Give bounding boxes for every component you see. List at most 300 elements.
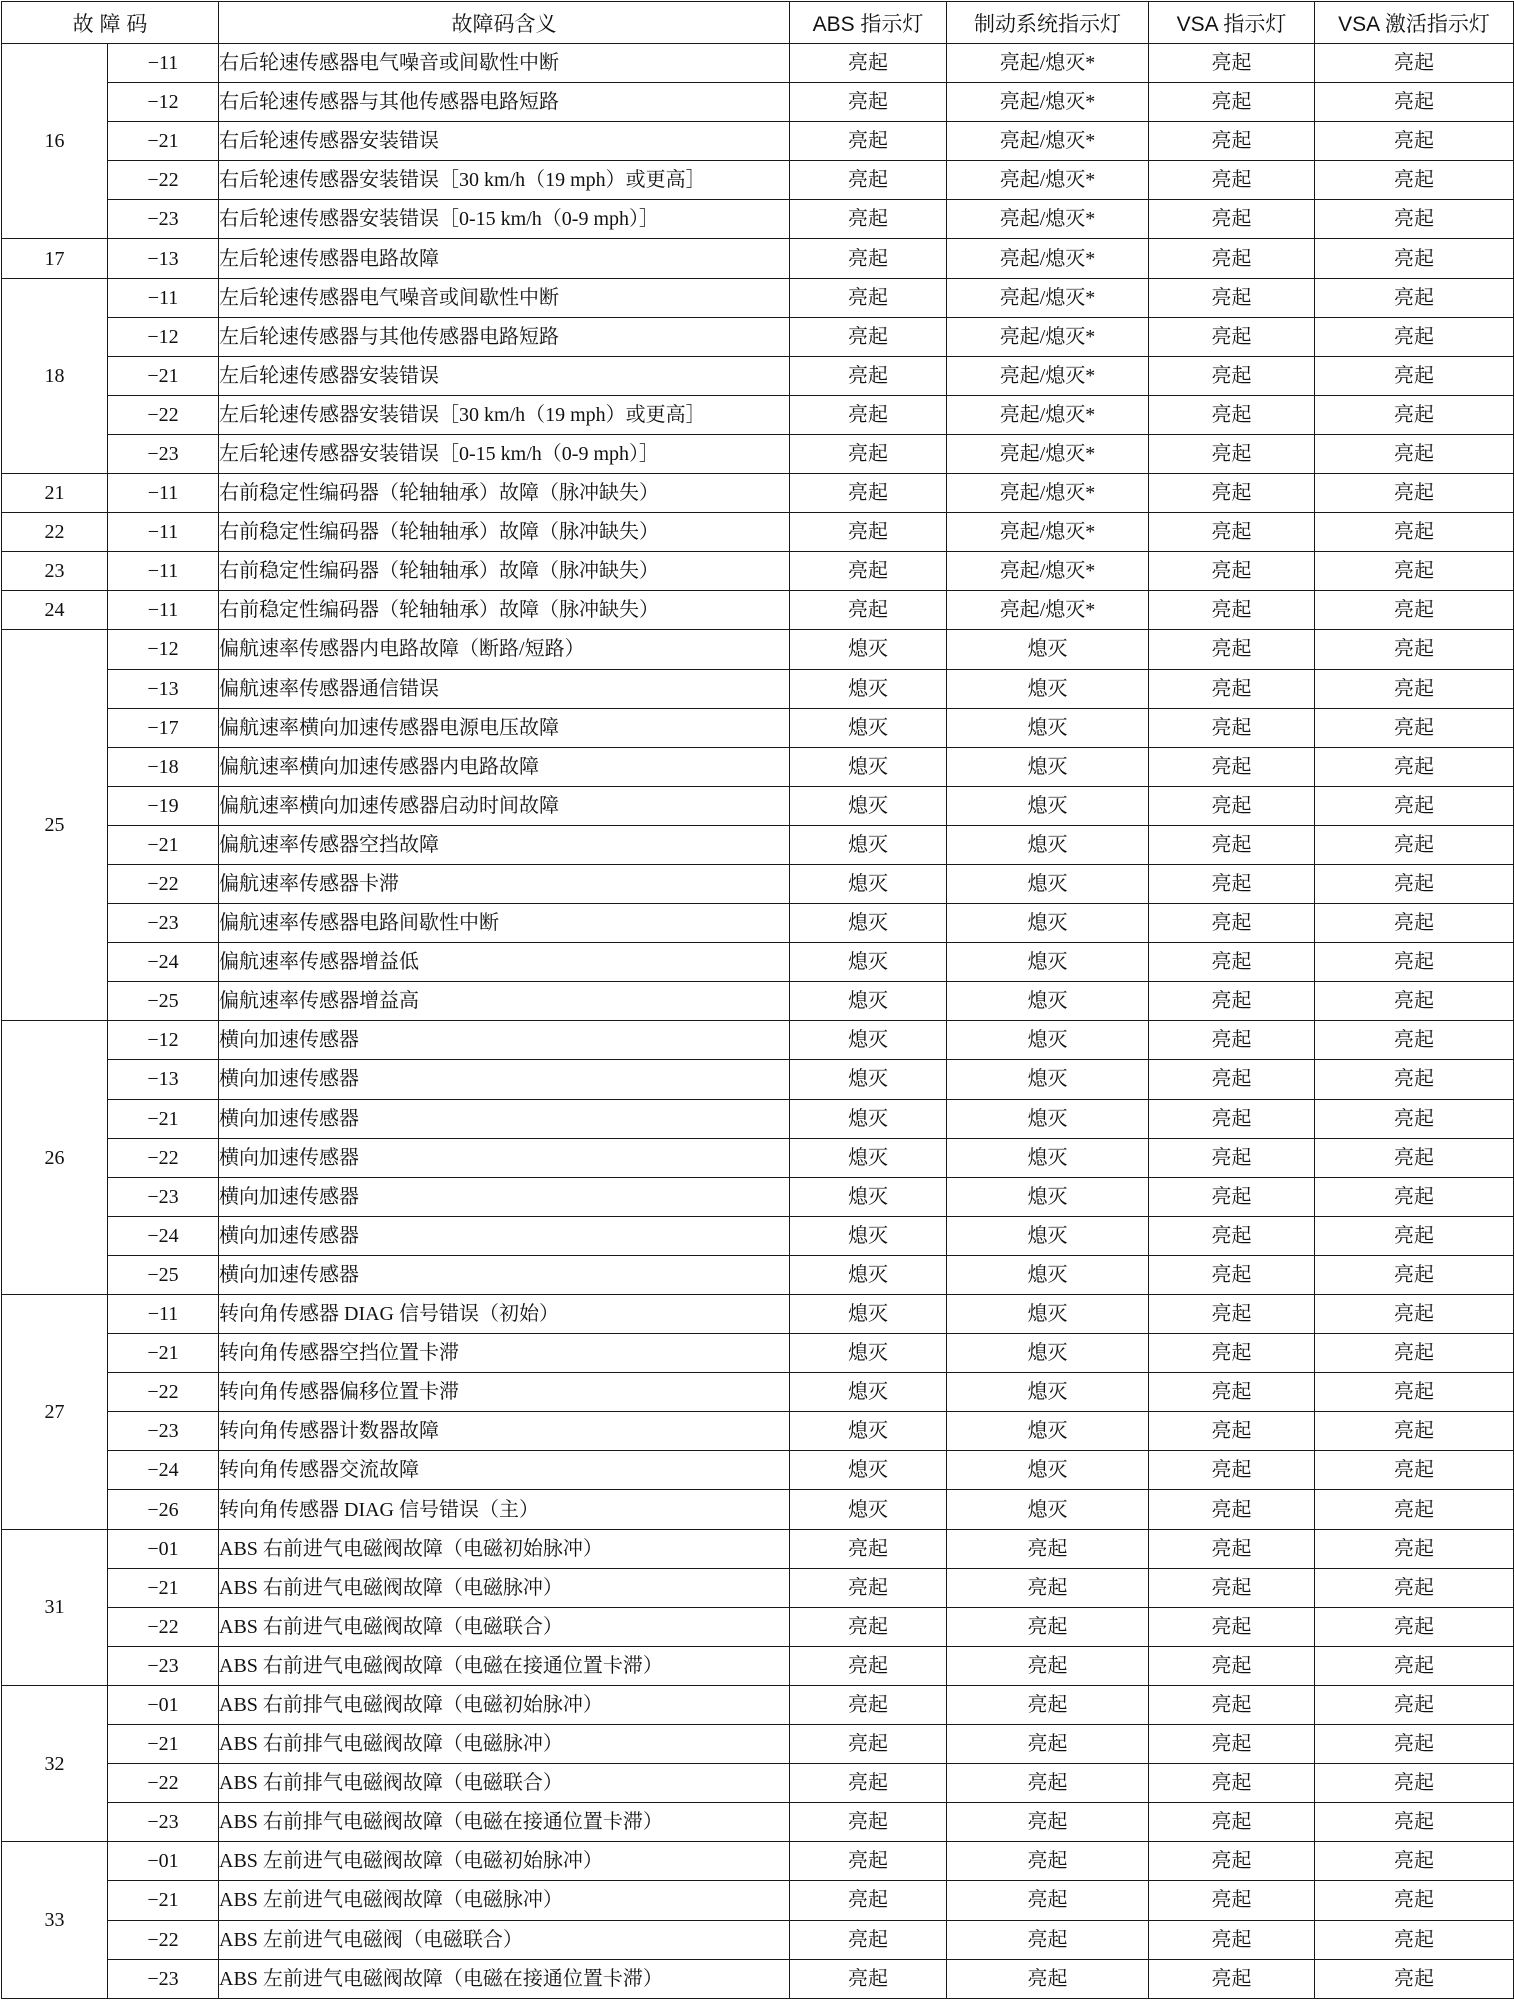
sub-code-cell: −21 (108, 1725, 219, 1764)
abs-indicator-cell: 熄灭 (790, 1099, 947, 1138)
sub-code-cell: −23 (108, 1959, 219, 1998)
vsa-indicator-cell: 亮起 (1149, 1295, 1315, 1334)
brake-indicator-cell: 亮起/熄灭* (947, 44, 1149, 83)
vsa-active-indicator-cell: 亮起 (1315, 1607, 1514, 1646)
brake-indicator-cell: 亮起 (947, 1529, 1149, 1568)
fault-code-cell: 16 (2, 44, 108, 239)
vsa-active-indicator-cell: 亮起 (1315, 786, 1514, 825)
table-row (2, 513, 1514, 552)
sub-code-cell: −18 (108, 747, 219, 786)
brake-indicator-cell: 亮起/熄灭* (947, 395, 1149, 434)
vsa-indicator-cell: 亮起 (1149, 474, 1315, 513)
brake-indicator-cell: 熄灭 (947, 1373, 1149, 1412)
table-row (2, 434, 1514, 473)
table-row (2, 1255, 1514, 1294)
table-row (2, 1764, 1514, 1803)
sub-code-cell: −11 (108, 552, 219, 591)
brake-indicator-cell: 熄灭 (947, 747, 1149, 786)
table-row (2, 1881, 1514, 1920)
abs-indicator-cell: 亮起 (790, 591, 947, 630)
table-row (2, 1373, 1514, 1412)
meaning-cell: 右前稳定性编码器（轮轴轴承）故障（脉冲缺失） (219, 513, 790, 552)
abs-indicator-cell: 亮起 (790, 161, 947, 200)
header-fault-code: 故 障 码 (2, 2, 219, 44)
sub-code-cell: −11 (108, 513, 219, 552)
abs-indicator-cell: 熄灭 (790, 904, 947, 943)
fault-code-cell: 18 (2, 278, 108, 473)
vsa-indicator-cell: 亮起 (1149, 1412, 1315, 1451)
vsa-active-indicator-cell: 亮起 (1315, 1842, 1514, 1881)
table-row (2, 1685, 1514, 1724)
vsa-indicator-cell: 亮起 (1149, 1021, 1315, 1060)
vsa-indicator-cell: 亮起 (1149, 591, 1315, 630)
vsa-indicator-cell: 亮起 (1149, 200, 1315, 239)
vsa-indicator-cell: 亮起 (1149, 1177, 1315, 1216)
abs-indicator-cell: 亮起 (790, 317, 947, 356)
vsa-indicator-cell: 亮起 (1149, 1803, 1315, 1842)
sub-code-cell: −11 (108, 1295, 219, 1334)
meaning-cell: 右后轮速传感器与其他传感器电路短路 (219, 83, 790, 122)
abs-indicator-cell: 熄灭 (790, 982, 947, 1021)
vsa-indicator-cell: 亮起 (1149, 513, 1315, 552)
vsa-active-indicator-cell: 亮起 (1315, 1021, 1514, 1060)
table-row (2, 786, 1514, 825)
abs-indicator-cell: 亮起 (790, 552, 947, 591)
brake-indicator-cell: 亮起 (947, 1568, 1149, 1607)
meaning-cell: ABS 左前进气电磁阀故障（电磁在接通位置卡滞） (219, 1959, 790, 1998)
brake-indicator-cell: 熄灭 (947, 1255, 1149, 1294)
brake-indicator-cell: 亮起/熄灭* (947, 356, 1149, 395)
brake-indicator-cell: 熄灭 (947, 1334, 1149, 1373)
brake-indicator-cell: 亮起/熄灭* (947, 122, 1149, 161)
table-row (2, 1138, 1514, 1177)
meaning-cell: ABS 右前排气电磁阀故障（电磁脉冲） (219, 1725, 790, 1764)
sub-code-cell: −13 (108, 1060, 219, 1099)
vsa-active-indicator-cell: 亮起 (1315, 1216, 1514, 1255)
vsa-active-indicator-cell: 亮起 (1315, 1295, 1514, 1334)
sub-code-cell: −25 (108, 982, 219, 1021)
brake-indicator-cell: 熄灭 (947, 1060, 1149, 1099)
table-row (2, 1021, 1514, 1060)
brake-indicator-cell: 熄灭 (947, 904, 1149, 943)
vsa-active-indicator-cell: 亮起 (1315, 747, 1514, 786)
vsa-indicator-cell: 亮起 (1149, 1685, 1315, 1724)
table-row (2, 278, 1514, 317)
sub-code-cell: −21 (108, 1568, 219, 1607)
vsa-indicator-cell: 亮起 (1149, 864, 1315, 903)
table-row (2, 1529, 1514, 1568)
table-row (2, 317, 1514, 356)
sub-code-cell: −22 (108, 1373, 219, 1412)
fault-code-table (1, 1, 1514, 1999)
abs-indicator-cell: 亮起 (790, 239, 947, 278)
fault-code-cell: 21 (2, 474, 108, 513)
abs-indicator-cell: 熄灭 (790, 1373, 947, 1412)
abs-indicator-cell: 亮起 (790, 1881, 947, 1920)
vsa-active-indicator-cell: 亮起 (1315, 395, 1514, 434)
fault-code-cell: 33 (2, 1842, 108, 1998)
abs-indicator-cell: 亮起 (790, 395, 947, 434)
vsa-indicator-cell: 亮起 (1149, 552, 1315, 591)
abs-indicator-cell: 亮起 (790, 434, 947, 473)
vsa-active-indicator-cell: 亮起 (1315, 356, 1514, 395)
meaning-cell: 右前稳定性编码器（轮轴轴承）故障（脉冲缺失） (219, 552, 790, 591)
vsa-indicator-cell: 亮起 (1149, 1138, 1315, 1177)
meaning-cell: 右后轮速传感器安装错误［30 km/h（19 mph）或更高］ (219, 161, 790, 200)
vsa-active-indicator-cell: 亮起 (1315, 161, 1514, 200)
vsa-active-indicator-cell: 亮起 (1315, 513, 1514, 552)
sub-code-cell: −22 (108, 1138, 219, 1177)
abs-indicator-cell: 亮起 (790, 83, 947, 122)
sub-code-cell: −11 (108, 591, 219, 630)
table-row (2, 1060, 1514, 1099)
header-vsa-indicator: VSA 指示灯 (1149, 2, 1315, 44)
table-row (2, 239, 1514, 278)
meaning-cell: 右前稳定性编码器（轮轴轴承）故障（脉冲缺失） (219, 591, 790, 630)
meaning-cell: 横向加速传感器 (219, 1255, 790, 1294)
vsa-active-indicator-cell: 亮起 (1315, 669, 1514, 708)
abs-indicator-cell: 亮起 (790, 44, 947, 83)
table-row (2, 747, 1514, 786)
header-meaning: 故障码含义 (219, 2, 790, 44)
meaning-cell: 偏航速率传感器卡滞 (219, 864, 790, 903)
fault-code-cell: 24 (2, 591, 108, 630)
vsa-active-indicator-cell: 亮起 (1315, 1412, 1514, 1451)
sub-code-cell: −23 (108, 1412, 219, 1451)
fault-code-cell: 22 (2, 513, 108, 552)
sub-code-cell: −11 (108, 44, 219, 83)
meaning-cell: 右前稳定性编码器（轮轴轴承）故障（脉冲缺失） (219, 474, 790, 513)
table-row (2, 1607, 1514, 1646)
fault-code-cell: 32 (2, 1685, 108, 1841)
vsa-indicator-cell: 亮起 (1149, 904, 1315, 943)
abs-indicator-cell: 亮起 (790, 1842, 947, 1881)
vsa-active-indicator-cell: 亮起 (1315, 1568, 1514, 1607)
brake-indicator-cell: 熄灭 (947, 943, 1149, 982)
table-row (2, 44, 1514, 83)
vsa-active-indicator-cell: 亮起 (1315, 864, 1514, 903)
meaning-cell: ABS 左前进气电磁阀（电磁联合） (219, 1920, 790, 1959)
brake-indicator-cell: 亮起 (947, 1842, 1149, 1881)
vsa-active-indicator-cell: 亮起 (1315, 83, 1514, 122)
sub-code-cell: −22 (108, 864, 219, 903)
brake-indicator-cell: 熄灭 (947, 864, 1149, 903)
abs-indicator-cell: 熄灭 (790, 669, 947, 708)
meaning-cell: 偏航速率横向加速传感器内电路故障 (219, 747, 790, 786)
vsa-active-indicator-cell: 亮起 (1315, 317, 1514, 356)
sub-code-cell: −13 (108, 669, 219, 708)
vsa-active-indicator-cell: 亮起 (1315, 1685, 1514, 1724)
vsa-indicator-cell: 亮起 (1149, 161, 1315, 200)
table-row (2, 1568, 1514, 1607)
fault-code-cell: 17 (2, 239, 108, 278)
vsa-indicator-cell: 亮起 (1149, 1529, 1315, 1568)
header-vsa-active-indicator: VSA 激活指示灯 (1315, 2, 1514, 44)
vsa-indicator-cell: 亮起 (1149, 44, 1315, 83)
sub-code-cell: −13 (108, 239, 219, 278)
table-row (2, 630, 1514, 669)
vsa-active-indicator-cell: 亮起 (1315, 1881, 1514, 1920)
fault-code-cell: 25 (2, 630, 108, 1021)
vsa-active-indicator-cell: 亮起 (1315, 1451, 1514, 1490)
table-row (2, 1490, 1514, 1529)
abs-indicator-cell: 亮起 (790, 1529, 947, 1568)
table-row (2, 122, 1514, 161)
vsa-indicator-cell: 亮起 (1149, 1099, 1315, 1138)
vsa-indicator-cell: 亮起 (1149, 1920, 1315, 1959)
abs-indicator-cell: 熄灭 (790, 630, 947, 669)
brake-indicator-cell: 熄灭 (947, 982, 1149, 1021)
brake-indicator-cell: 熄灭 (947, 1451, 1149, 1490)
brake-indicator-cell: 熄灭 (947, 1138, 1149, 1177)
abs-indicator-cell: 熄灭 (790, 708, 947, 747)
vsa-active-indicator-cell: 亮起 (1315, 630, 1514, 669)
fault-code-cell: 31 (2, 1529, 108, 1685)
vsa-indicator-cell: 亮起 (1149, 278, 1315, 317)
vsa-indicator-cell: 亮起 (1149, 1881, 1315, 1920)
abs-indicator-cell: 亮起 (790, 1685, 947, 1724)
vsa-indicator-cell: 亮起 (1149, 1334, 1315, 1373)
brake-indicator-cell: 亮起/熄灭* (947, 161, 1149, 200)
sub-code-cell: −12 (108, 1021, 219, 1060)
brake-indicator-cell: 亮起/熄灭* (947, 434, 1149, 473)
table-header (2, 2, 1514, 44)
brake-indicator-cell: 熄灭 (947, 825, 1149, 864)
abs-indicator-cell: 熄灭 (790, 1295, 947, 1334)
table-row (2, 904, 1514, 943)
vsa-indicator-cell: 亮起 (1149, 239, 1315, 278)
abs-indicator-cell: 亮起 (790, 474, 947, 513)
abs-indicator-cell: 熄灭 (790, 786, 947, 825)
abs-indicator-cell: 亮起 (790, 200, 947, 239)
table-row (2, 1295, 1514, 1334)
brake-indicator-cell: 亮起/熄灭* (947, 200, 1149, 239)
sub-code-cell: −11 (108, 474, 219, 513)
vsa-active-indicator-cell: 亮起 (1315, 1177, 1514, 1216)
vsa-active-indicator-cell: 亮起 (1315, 278, 1514, 317)
sub-code-cell: −24 (108, 1216, 219, 1255)
meaning-cell: 偏航速率横向加速传感器电源电压故障 (219, 708, 790, 747)
vsa-active-indicator-cell: 亮起 (1315, 591, 1514, 630)
abs-indicator-cell: 熄灭 (790, 1451, 947, 1490)
meaning-cell: 偏航速率传感器电路间歇性中断 (219, 904, 790, 943)
meaning-cell: ABS 右前进气电磁阀故障（电磁联合） (219, 1607, 790, 1646)
vsa-active-indicator-cell: 亮起 (1315, 1255, 1514, 1294)
table-row (2, 1451, 1514, 1490)
table-row (2, 1177, 1514, 1216)
table-body (2, 44, 1514, 1999)
meaning-cell: 转向角传感器交流故障 (219, 1451, 790, 1490)
vsa-indicator-cell: 亮起 (1149, 434, 1315, 473)
sub-code-cell: −12 (108, 317, 219, 356)
vsa-active-indicator-cell: 亮起 (1315, 904, 1514, 943)
vsa-indicator-cell: 亮起 (1149, 786, 1315, 825)
abs-indicator-cell: 亮起 (790, 356, 947, 395)
vsa-active-indicator-cell: 亮起 (1315, 1099, 1514, 1138)
vsa-indicator-cell: 亮起 (1149, 982, 1315, 1021)
brake-indicator-cell: 亮起 (947, 1764, 1149, 1803)
meaning-cell: ABS 右前进气电磁阀故障（电磁脉冲） (219, 1568, 790, 1607)
meaning-cell: ABS 右前进气电磁阀故障（电磁在接通位置卡滞） (219, 1646, 790, 1685)
meaning-cell: 横向加速传感器 (219, 1021, 790, 1060)
vsa-indicator-cell: 亮起 (1149, 669, 1315, 708)
brake-indicator-cell: 熄灭 (947, 669, 1149, 708)
brake-indicator-cell: 亮起/熄灭* (947, 552, 1149, 591)
vsa-active-indicator-cell: 亮起 (1315, 825, 1514, 864)
meaning-cell: 横向加速传感器 (219, 1177, 790, 1216)
abs-indicator-cell: 熄灭 (790, 943, 947, 982)
sub-code-cell: −26 (108, 1490, 219, 1529)
abs-indicator-cell: 亮起 (790, 1764, 947, 1803)
table-row (2, 200, 1514, 239)
vsa-indicator-cell: 亮起 (1149, 1373, 1315, 1412)
table-row (2, 864, 1514, 903)
meaning-cell: 偏航速率传感器空挡故障 (219, 825, 790, 864)
sub-code-cell: −12 (108, 83, 219, 122)
meaning-cell: 左后轮速传感器电气噪音或间歇性中断 (219, 278, 790, 317)
vsa-indicator-cell: 亮起 (1149, 825, 1315, 864)
table-row (2, 1725, 1514, 1764)
vsa-indicator-cell: 亮起 (1149, 1646, 1315, 1685)
table-row (2, 982, 1514, 1021)
abs-indicator-cell: 熄灭 (790, 1021, 947, 1060)
meaning-cell: 转向角传感器 DIAG 信号错误（主） (219, 1490, 790, 1529)
brake-indicator-cell: 亮起 (947, 1646, 1149, 1685)
meaning-cell: 横向加速传感器 (219, 1216, 790, 1255)
meaning-cell: 左后轮速传感器与其他传感器电路短路 (219, 317, 790, 356)
fault-code-cell: 27 (2, 1295, 108, 1530)
vsa-indicator-cell: 亮起 (1149, 356, 1315, 395)
brake-indicator-cell: 熄灭 (947, 1177, 1149, 1216)
abs-indicator-cell: 亮起 (790, 1646, 947, 1685)
vsa-indicator-cell: 亮起 (1149, 1607, 1315, 1646)
meaning-cell: ABS 右前排气电磁阀故障（电磁在接通位置卡滞） (219, 1803, 790, 1842)
meaning-cell: 右后轮速传感器安装错误 (219, 122, 790, 161)
table-row (2, 356, 1514, 395)
sub-code-cell: −22 (108, 1764, 219, 1803)
abs-indicator-cell: 熄灭 (790, 1138, 947, 1177)
sub-code-cell: −19 (108, 786, 219, 825)
meaning-cell: ABS 右前排气电磁阀故障（电磁初始脉冲） (219, 1685, 790, 1724)
vsa-active-indicator-cell: 亮起 (1315, 1138, 1514, 1177)
table-row (2, 825, 1514, 864)
meaning-cell: 左后轮速传感器电路故障 (219, 239, 790, 278)
brake-indicator-cell: 亮起/熄灭* (947, 278, 1149, 317)
meaning-cell: 横向加速传感器 (219, 1099, 790, 1138)
vsa-active-indicator-cell: 亮起 (1315, 239, 1514, 278)
abs-indicator-cell: 熄灭 (790, 1412, 947, 1451)
meaning-cell: 转向角传感器 DIAG 信号错误（初始） (219, 1295, 790, 1334)
vsa-indicator-cell: 亮起 (1149, 122, 1315, 161)
sub-code-cell: −25 (108, 1255, 219, 1294)
vsa-indicator-cell: 亮起 (1149, 1451, 1315, 1490)
table-row (2, 1412, 1514, 1451)
abs-indicator-cell: 熄灭 (790, 1490, 947, 1529)
meaning-cell: 转向角传感器计数器故障 (219, 1412, 790, 1451)
sub-code-cell: −23 (108, 1803, 219, 1842)
table-row (2, 591, 1514, 630)
sub-code-cell: −23 (108, 1646, 219, 1685)
abs-indicator-cell: 亮起 (790, 1959, 947, 1998)
meaning-cell: 偏航速率传感器增益高 (219, 982, 790, 1021)
meaning-cell: 偏航速率传感器增益低 (219, 943, 790, 982)
abs-indicator-cell: 熄灭 (790, 864, 947, 903)
table-row (2, 669, 1514, 708)
abs-indicator-cell: 熄灭 (790, 825, 947, 864)
abs-indicator-cell: 亮起 (790, 1607, 947, 1646)
brake-indicator-cell: 熄灭 (947, 786, 1149, 825)
vsa-active-indicator-cell: 亮起 (1315, 1920, 1514, 1959)
vsa-indicator-cell: 亮起 (1149, 317, 1315, 356)
vsa-indicator-cell: 亮起 (1149, 1490, 1315, 1529)
meaning-cell: 横向加速传感器 (219, 1138, 790, 1177)
abs-indicator-cell: 亮起 (790, 1920, 947, 1959)
sub-code-cell: −23 (108, 434, 219, 473)
sub-code-cell: −23 (108, 904, 219, 943)
abs-indicator-cell: 熄灭 (790, 1334, 947, 1373)
sub-code-cell: −21 (108, 1099, 219, 1138)
meaning-cell: ABS 左前进气电磁阀故障（电磁初始脉冲） (219, 1842, 790, 1881)
vsa-active-indicator-cell: 亮起 (1315, 200, 1514, 239)
brake-indicator-cell: 熄灭 (947, 1490, 1149, 1529)
vsa-active-indicator-cell: 亮起 (1315, 1959, 1514, 1998)
fault-code-cell: 26 (2, 1021, 108, 1295)
vsa-indicator-cell: 亮起 (1149, 1842, 1315, 1881)
sub-code-cell: −23 (108, 1177, 219, 1216)
brake-indicator-cell: 亮起 (947, 1881, 1149, 1920)
meaning-cell: 转向角传感器空挡位置卡滞 (219, 1334, 790, 1373)
table-row (2, 1099, 1514, 1138)
sub-code-cell: −21 (108, 122, 219, 161)
brake-indicator-cell: 亮起/熄灭* (947, 239, 1149, 278)
sub-code-cell: −21 (108, 1334, 219, 1373)
brake-indicator-cell: 亮起/熄灭* (947, 83, 1149, 122)
table-row (2, 474, 1514, 513)
meaning-cell: 左后轮速传感器安装错误［30 km/h（19 mph）或更高］ (219, 395, 790, 434)
vsa-indicator-cell: 亮起 (1149, 943, 1315, 982)
abs-indicator-cell: 亮起 (790, 513, 947, 552)
sub-code-cell: −21 (108, 1881, 219, 1920)
table-row (2, 83, 1514, 122)
vsa-indicator-cell: 亮起 (1149, 1959, 1315, 1998)
brake-indicator-cell: 亮起 (947, 1607, 1149, 1646)
fault-code-cell: 23 (2, 552, 108, 591)
vsa-active-indicator-cell: 亮起 (1315, 1490, 1514, 1529)
meaning-cell: 右后轮速传感器安装错误［0-15 km/h（0-9 mph）］ (219, 200, 790, 239)
meaning-cell: ABS 右前进气电磁阀故障（电磁初始脉冲） (219, 1529, 790, 1568)
vsa-active-indicator-cell: 亮起 (1315, 1764, 1514, 1803)
abs-indicator-cell: 亮起 (790, 278, 947, 317)
vsa-indicator-cell: 亮起 (1149, 708, 1315, 747)
table-row (2, 1842, 1514, 1881)
vsa-active-indicator-cell: 亮起 (1315, 943, 1514, 982)
meaning-cell: ABS 左前进气电磁阀故障（电磁脉冲） (219, 1881, 790, 1920)
vsa-active-indicator-cell: 亮起 (1315, 1373, 1514, 1412)
sub-code-cell: −12 (108, 630, 219, 669)
table-row (2, 1959, 1514, 1998)
sub-code-cell: −01 (108, 1685, 219, 1724)
abs-indicator-cell: 亮起 (790, 122, 947, 161)
vsa-indicator-cell: 亮起 (1149, 1764, 1315, 1803)
vsa-active-indicator-cell: 亮起 (1315, 434, 1514, 473)
brake-indicator-cell: 熄灭 (947, 1021, 1149, 1060)
table-row (2, 943, 1514, 982)
brake-indicator-cell: 熄灭 (947, 1412, 1149, 1451)
sub-code-cell: −11 (108, 278, 219, 317)
table-row (2, 1803, 1514, 1842)
sub-code-cell: −22 (108, 395, 219, 434)
sub-code-cell: −01 (108, 1529, 219, 1568)
